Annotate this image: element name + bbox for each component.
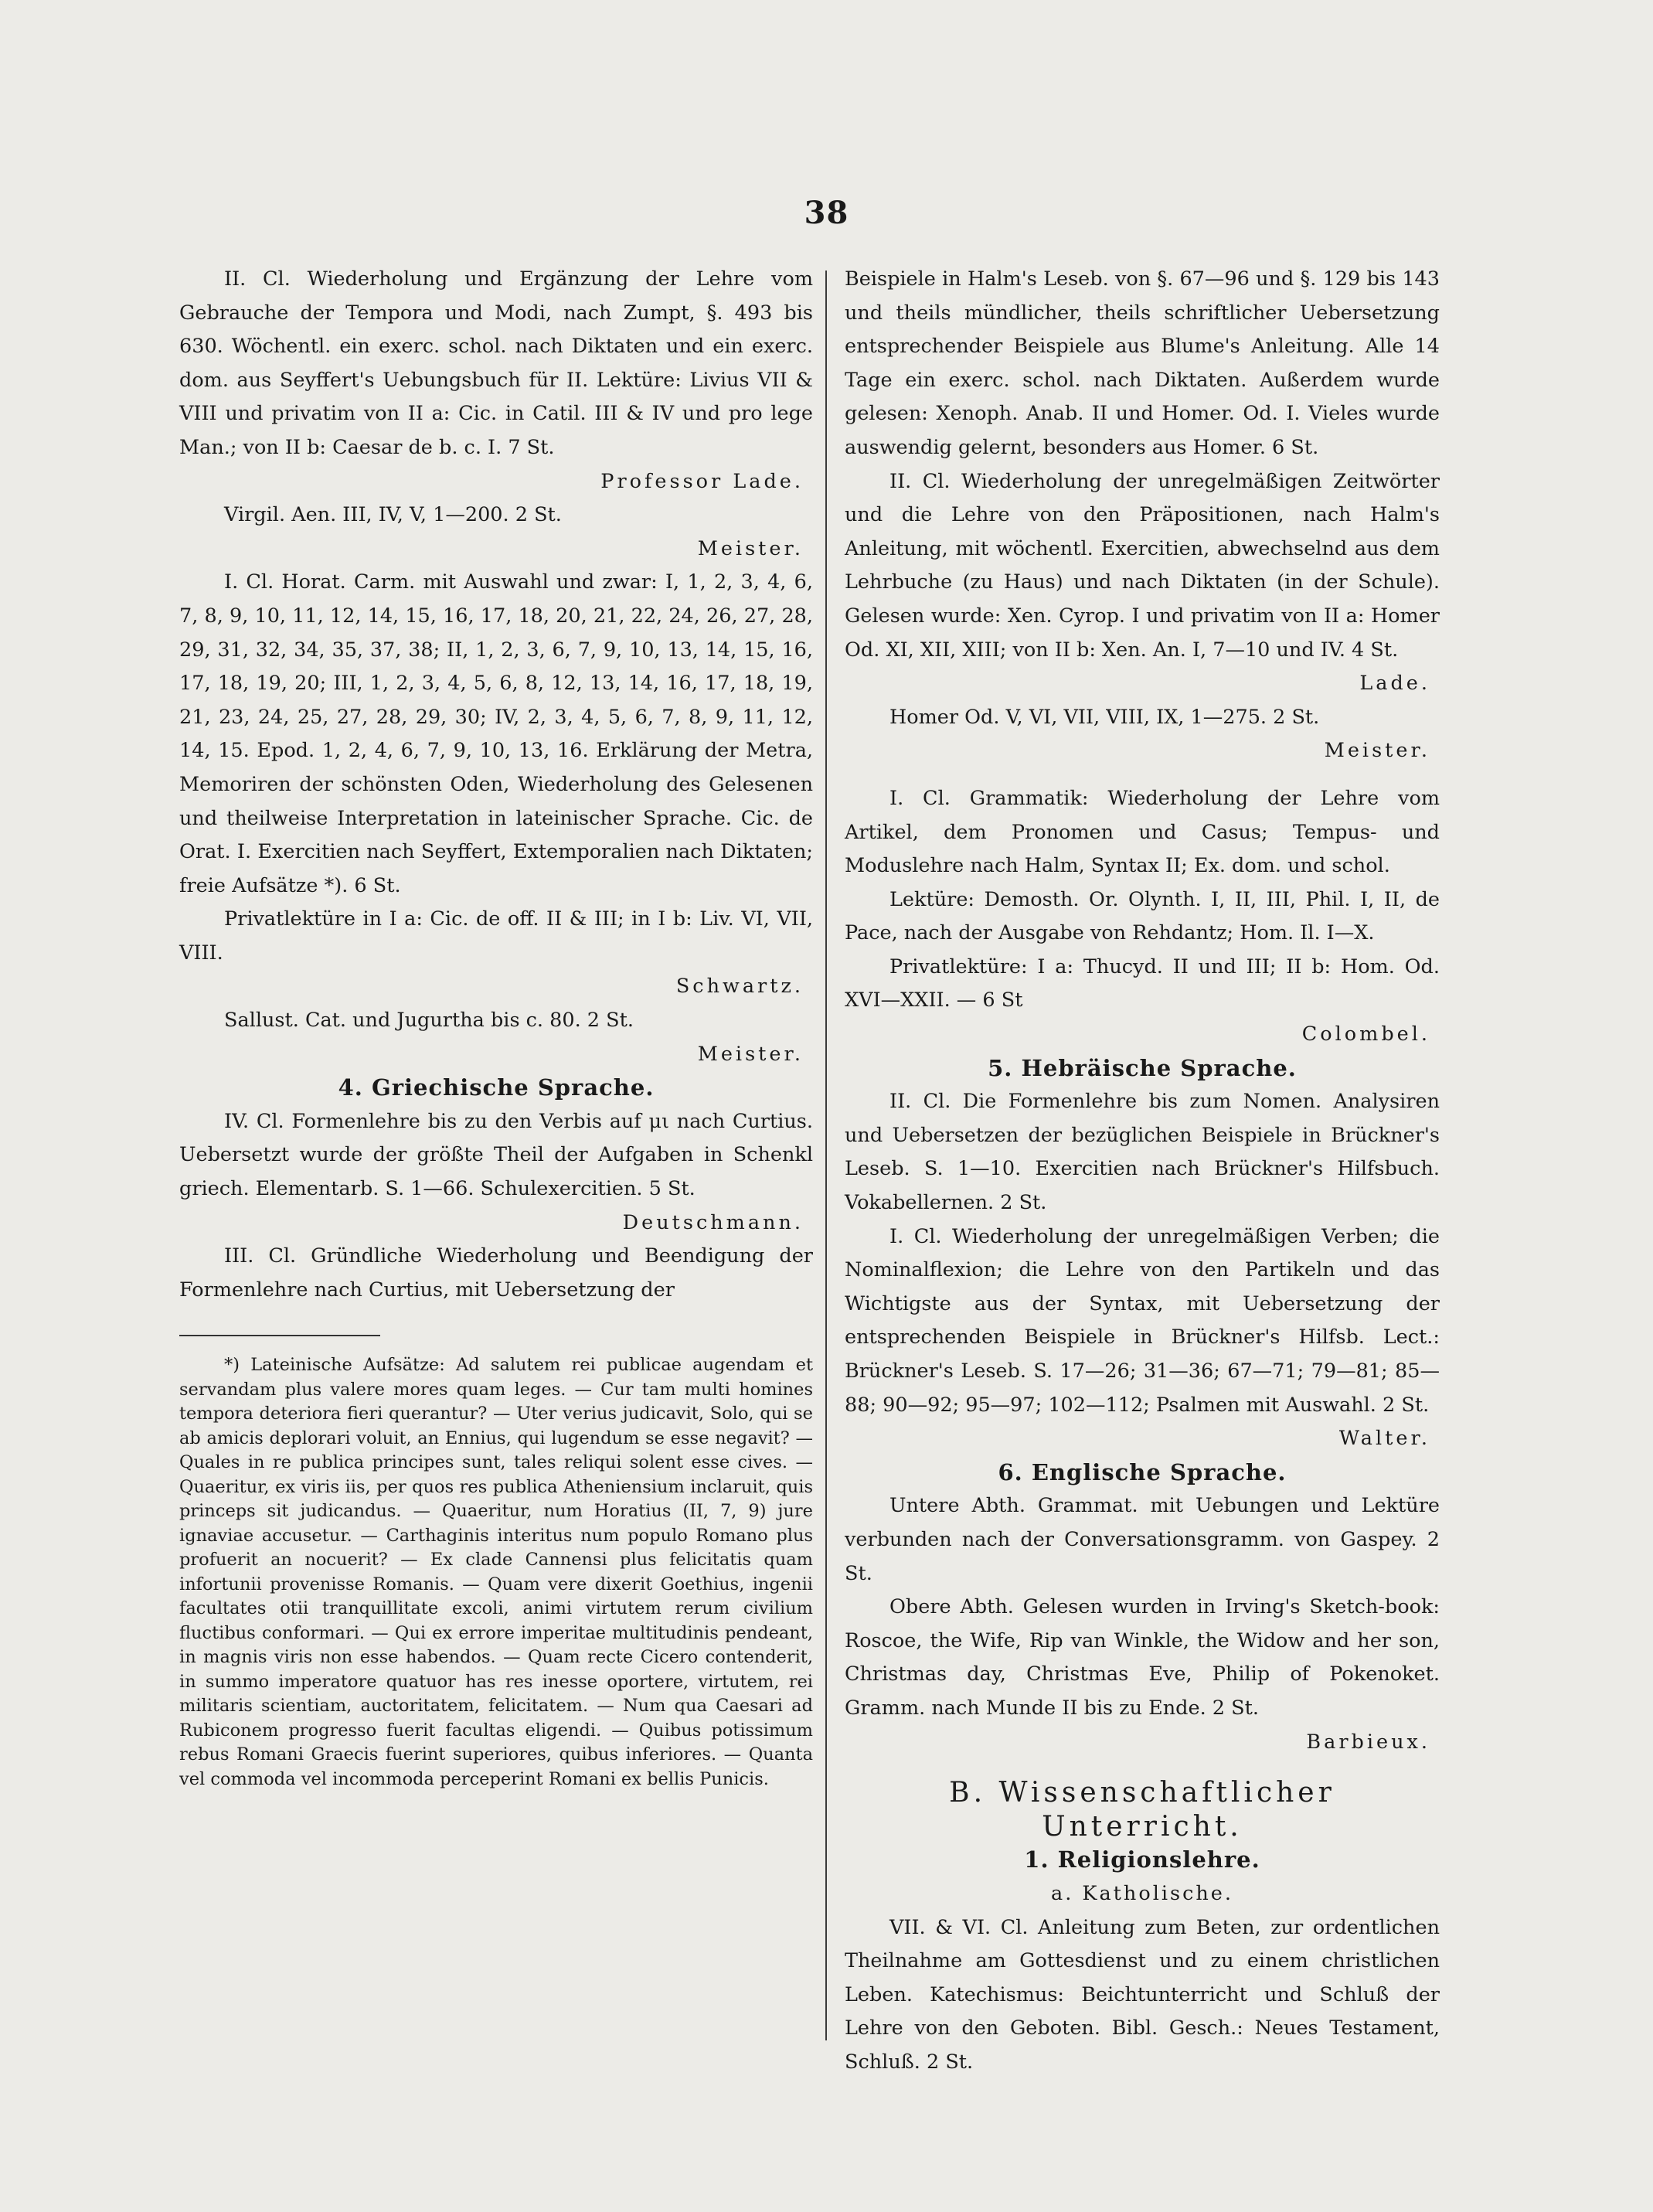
paragraph: Sallust. Cat. und Jugurtha bis c. 80. 2 St. xyxy=(224,1009,634,1033)
teacher-signature: Meister. xyxy=(697,536,804,560)
section-heading-scientific: B. Wissenschaftlicher Unterricht. xyxy=(949,1777,1335,1843)
subheading-catholic: a. Katholische. xyxy=(1051,1881,1233,1905)
paragraph: VII. & VI. Cl. Anleitung zum Beten, zur ordentlichen Theilnahme am Gottesdienst und zu einem christlichen Leben. Katechismus: Beichtunterricht und Schluß der Lehre von den Geboten. Bibl. Gesch.: Neues Testament, Schluß. 2 St. xyxy=(845,1915,1440,2074)
teacher-signature: Meister. xyxy=(1324,739,1430,763)
paragraph: II. Cl. Die Formenlehre bis zum Nomen. Analysiren und Uebersetzen der bezüglichen Beispiele in Brückner's Leseb. S. 1—10. Exercitien nach Brückner's Hilfsbuch. Vokabellernen. 2 St. xyxy=(845,1090,1440,1215)
teacher-signature: Professor Lade. xyxy=(600,469,804,493)
paragraph: Homer Od. V, VI, VII, VIII, IX, 1—275. 2 St. xyxy=(889,705,1320,729)
paragraph: I. Cl. Wiederholung der unregelmäßigen Verben; die Nominalflexion; die Lehre von den Partikeln und das Wichtigste aus der Syntax, mit Uebersetzung der entsprechenden Beispiele in Brückner's Hilfsb. Lect.: Brückner's Leseb. S. 17—26; 31—36; 67—71; 79—81; 85—88; 90—92; 95—97; 102—112; Psalmen mit Auswahl. 2 St. xyxy=(845,1224,1440,1417)
paragraph: Obere Abth. Gelesen wurden in Irving's Sketch-book: Roscoe, the Wife, Rip van Winkle, the Widow and her son, Christmas day, Christmas Eve, Philip of Pokenoket. Gramm. nach Munde II bis zu Ende. 2 St. xyxy=(845,1595,1440,1720)
paragraph: IV. Cl. Formenlehre bis zu den Verbis auf μι nach Curtius. Uebersetzt wurde der größte Theil der Aufgaben in Schenkl griech. Elementarb. S. 1—66. Schulexercitien. 5 St. xyxy=(179,1109,813,1201)
teacher-signature: Walter. xyxy=(1338,1427,1430,1451)
teacher-signature: Lade. xyxy=(1359,672,1430,696)
footnote-rule xyxy=(179,1335,380,1336)
section-heading-english: 6. Englische Sprache. xyxy=(998,1458,1287,1485)
right-column xyxy=(845,263,1440,2079)
paragraph: Beispiele in Halm's Leseb. von §. 67—96 und §. 129 bis 143 und theils mündlicher, theils schriftlicher Uebersetzung entsprechender Beispiele aus Blume's Anleitung. Alle 14 Tage ein exerc. schol. nach Diktaten. Außerdem wurde gelesen: Xenoph. Anab. II und Homer. Od. I. Vieles wurde auswendig gelernt, besonders aus Homer. 6 St. xyxy=(845,267,1440,459)
teacher-signature: Meister. xyxy=(697,1042,804,1066)
teacher-signature: Deutschmann. xyxy=(622,1210,804,1234)
section-heading-hebrew: 5. Hebräische Sprache. xyxy=(988,1054,1297,1081)
paragraph: II. Cl. Wiederholung und Ergänzung der Lehre vom Gebrauche der Tempora und Modi, nach Zumpt, §. 493 bis 630. Wöchentl. ein exerc. schol. nach Diktaten und ein exerc. dom. aus Seyffert's Uebungsbuch für II. Lektüre: Livius VII & VIII und privatim von II a: Cic. in Catil. III & IV und pro lege Man.; von II b: Caesar de b. c. I. 7 St. xyxy=(179,267,813,459)
paragraph: Virgil. Aen. III, IV, V, 1—200. 2 St. xyxy=(224,503,562,527)
teacher-signature: Schwartz. xyxy=(675,975,804,999)
teacher-signature: Barbieux. xyxy=(1306,1730,1430,1754)
paragraph: Privatlektüre: I a: Thucyd. II und III; II b: Hom. Od. XVI—XXII. — 6 St xyxy=(845,955,1440,1012)
teacher-signature: Colombel. xyxy=(1301,1023,1430,1046)
page-number: 38 xyxy=(804,195,849,231)
paragraph: I. Cl. Grammatik: Wiederholung der Lehre vom Artikel, dem Pronomen und Casus; Tempus- und Moduslehre nach Halm, Syntax II; Ex. dom. und schol. xyxy=(845,786,1440,878)
column-divider xyxy=(825,271,827,2040)
paragraph: Untere Abth. Grammat. mit Uebungen und Lektüre verbunden nach der Conversationsgramm. von Gaspey. 2 St. xyxy=(845,1494,1440,1585)
left-column xyxy=(179,263,813,1792)
footnote: *) Lateinische Aufsätze: Ad salutem rei publicae augendam et servandam plus valere mores quam leges. — Cur tam multi homines tempora deteriora fieri querantur? — Uter verius judicavit, Solo, qui se ab amicis deplorari voluit, an Ennius, qui lugendum se esse negavit? — Quales in re publica principes sunt, tales reliqui solent esse cives. — Quaeritur, ex viris iis, per quos res publica Atheniensium inclaruit, quis princeps sit judicandus. — Quaeritur, num Horatius (II, 7, 9) jure ignaviae accusetur. — Carthaginis interitus num populo Romano plus profuerit an nocuerit? — Ex clade Cannensi plus felicitatis quam infortunii provenisse Romanis. — Quam vere dixerit Goethius, ingenii facultates otii tranquillitate excoli, animi virtutem rerum civilium fluctibus conformari. — Qui ex errore imperitae multitudinis pendeant, in magnis viris non esse habendos. — Quam recte Cicero contenderit, in summo imperatore quatuor has res inesse oportere, virtutem, rei militaris scientiam, auctoritatem, felicitatem. — Num qua Caesari ad Rubiconem progresso fuerit facultas eligendi. — Quibus potissimum rebus Romani Graecis fuerint superiores, quibus inferiores. — Quanta vel commoda vel incommoda perceperint Romani ex bellis Punicis. xyxy=(179,1355,813,1789)
paragraph: III. Cl. Gründliche Wiederholung und Beendigung der Formenlehre nach Curtius, mit Uebersetzung der xyxy=(179,1244,813,1302)
paragraph: Lektüre: Demosth. Or. Olynth. I, II, III, Phil. I, II, de Pace, nach der Ausgabe von Rehdantz; Hom. Il. I—X. xyxy=(845,887,1440,945)
section-heading-greek: 4. Griechische Sprache. xyxy=(338,1074,655,1101)
section-heading-religion: 1. Religionslehre. xyxy=(1024,1846,1260,1873)
paragraph: Privatlektüre in I a: Cic. de off. II & III; in I b: Liv. VI, VII, VIII. xyxy=(179,907,813,965)
paragraph: I. Cl. Horat. Carm. mit Auswahl und zwar: I, 1, 2, 3, 4, 6, 7, 8, 9, 10, 11, 12, 14, 15, 16, 17, 18, 20, 21, 22, 24, 26, 27, 28, 29, 31, 32, 34, 35, 37, 38; II, 1, 2, 3, 6, 7, 9, 10, 13, 14, 15, 16, 17, 18, 19, 20; III, 1, 2, 3, 4, 5, 6, 8, 12, 13, 14, 16, 17, 18, 19, 21, 23, 24, 25, 27, 28, 29, 30; IV, 2, 3, 4, 5, 6, 7, 8, 9, 11, 12, 14, 15. Epod. 1, 2, 4, 6, 7, 9, 10, 13, 16. Erklärung der Metra, Memoriren der schönsten Oden, Wiederholung des Gelesenen und theilweise Interpretation in lateinischer Sprache. Cic. de Orat. I. Exercitien nach Seyffert, Extemporalien nach Diktaten; freie Aufsätze *). 6 St. xyxy=(179,570,813,897)
paragraph: II. Cl. Wiederholung der unregelmäßigen Zeitwörter und die Lehre von den Präpositionen, nach Halm's Anleitung, mit wöchentl. Exercitien, abwechselnd aus dem Lehrbuche (zu Haus) und nach Diktaten (in der Schule). Gelesen wurde: Xen. Cyrop. I und privatim von II a: Homer Od. XI, XII, XIII; von II b: Xen. An. I, 7—10 und IV. 4 St. xyxy=(845,469,1440,662)
